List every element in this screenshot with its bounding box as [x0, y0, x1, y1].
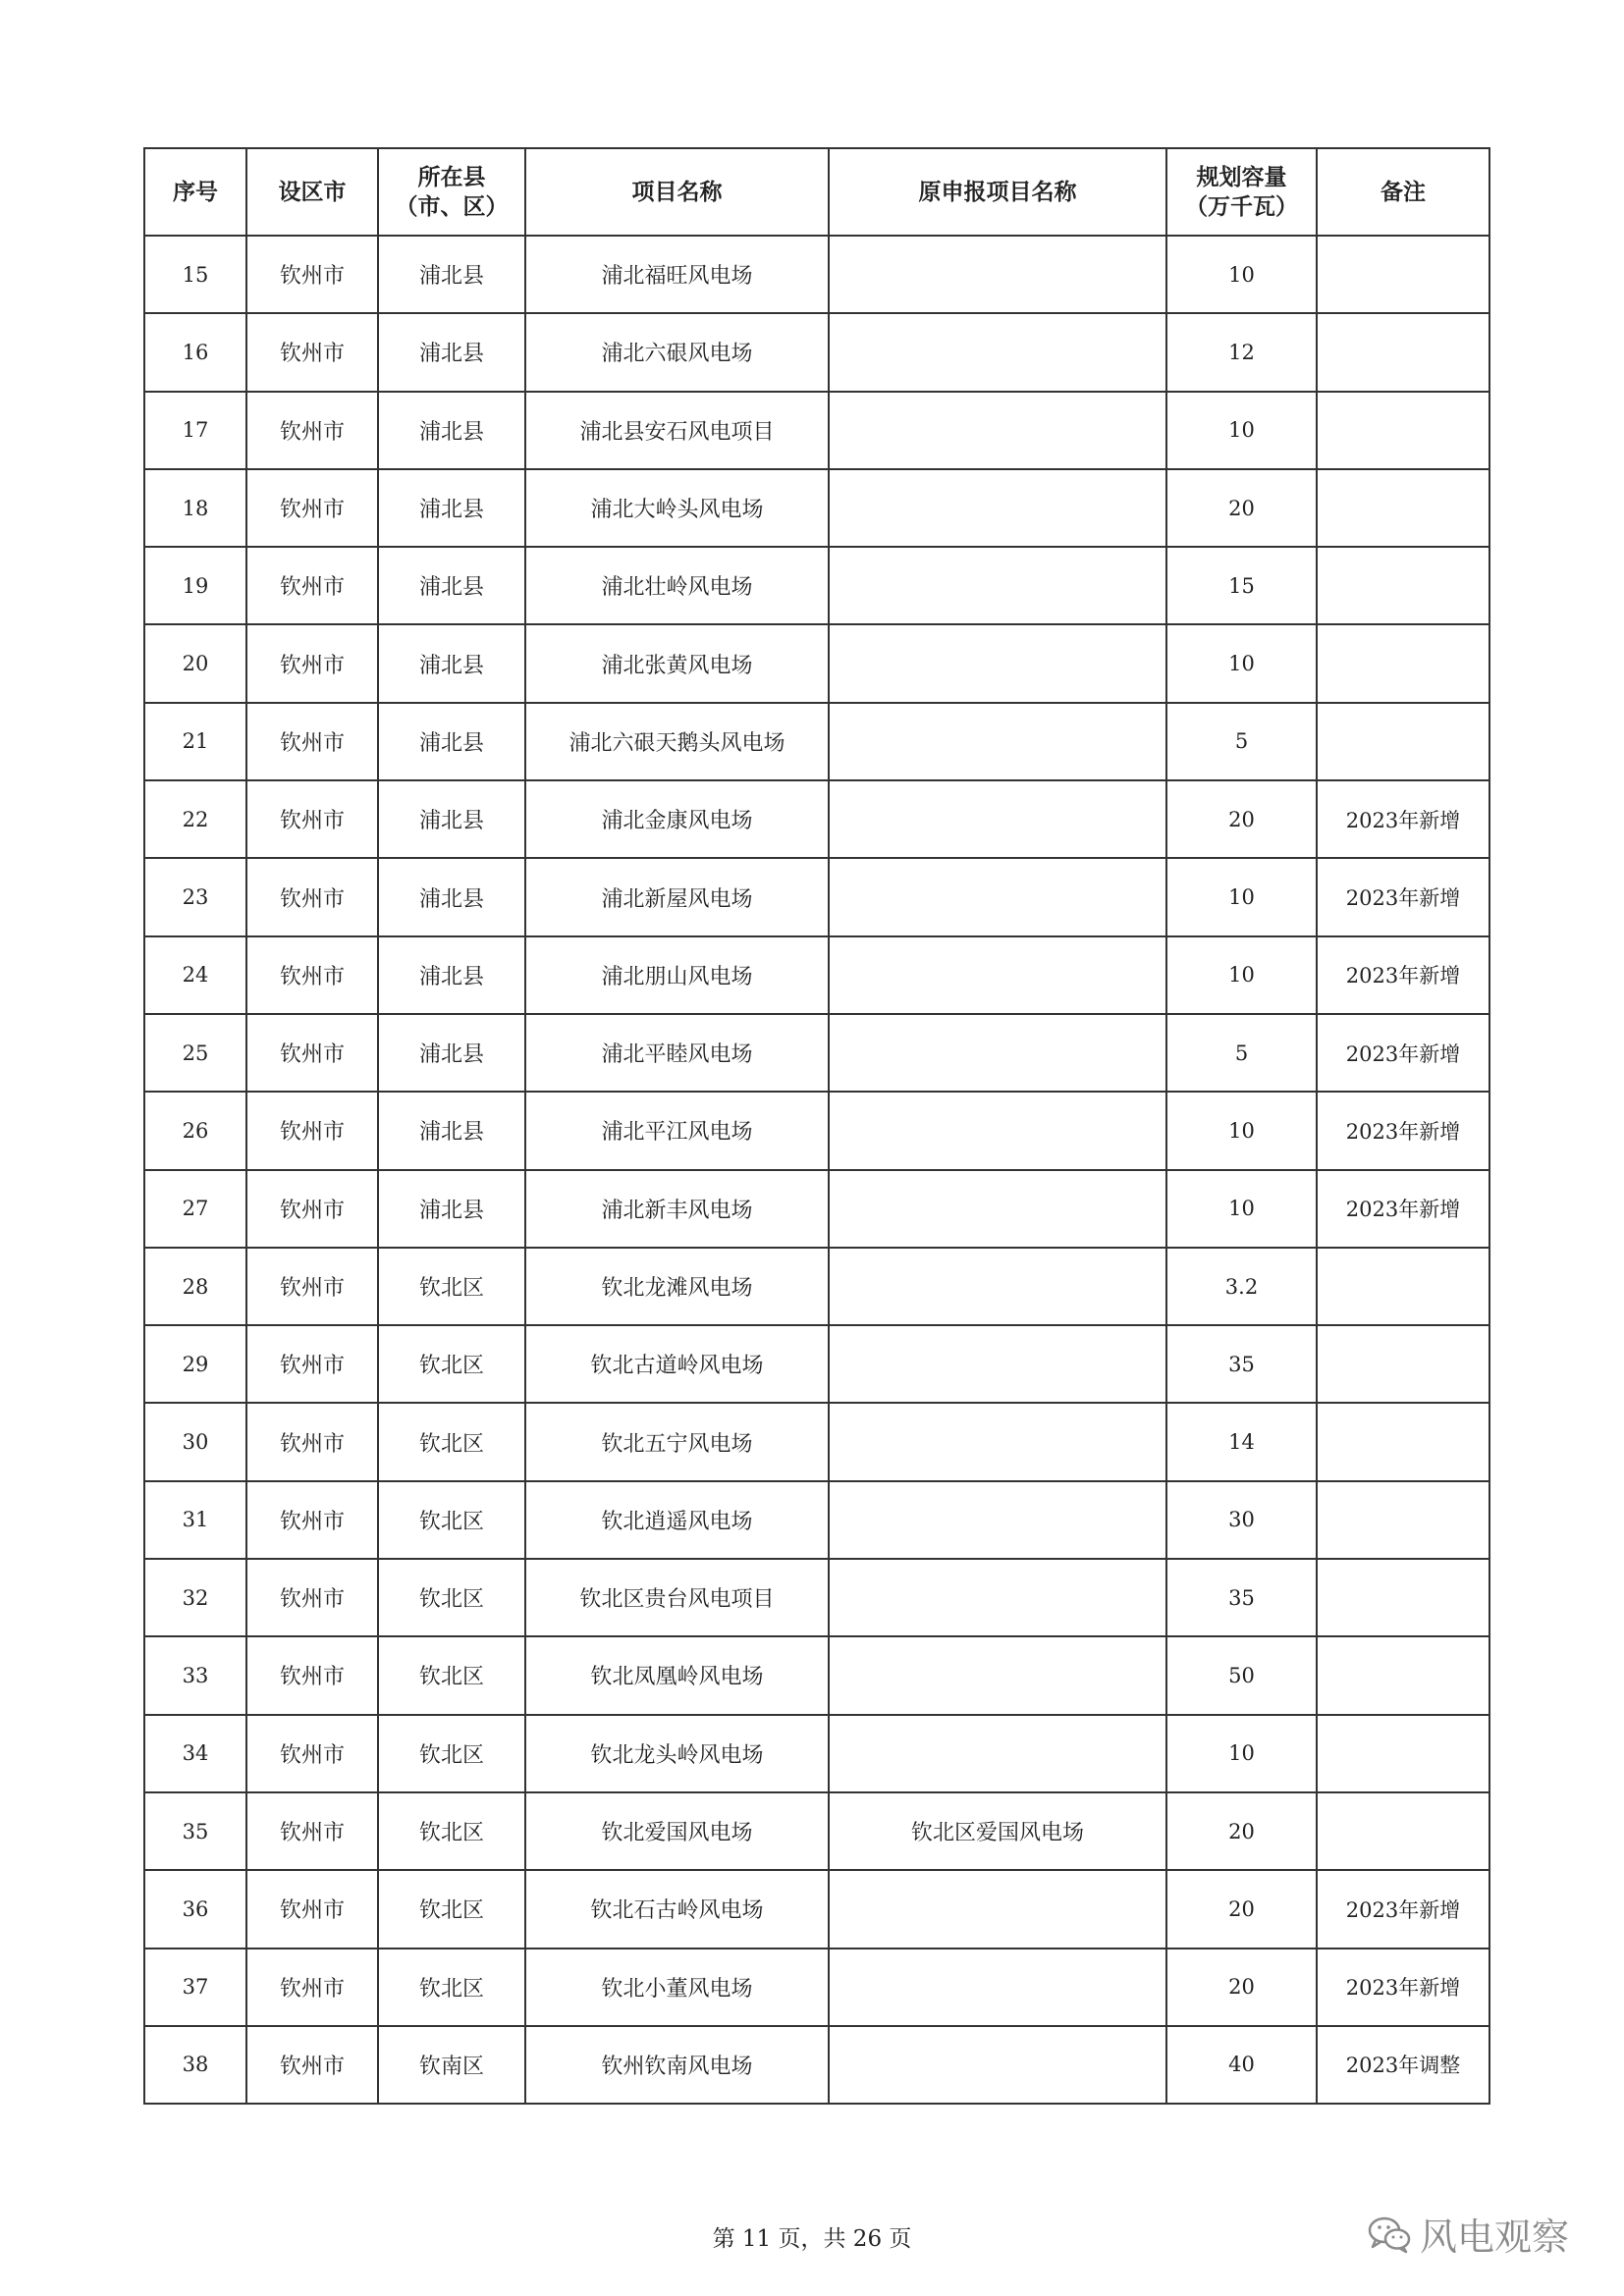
cell-note [1317, 469, 1489, 547]
cell-city: 钦州市 [246, 1092, 378, 1169]
table-row [144, 1636, 1489, 1714]
table-row [144, 547, 1489, 624]
cell-original-name [829, 1170, 1166, 1248]
cell-capacity: 10 [1166, 858, 1317, 935]
cell-note [1317, 1248, 1489, 1325]
cell-project: 钦北凤凰岭风电场 [525, 1636, 829, 1714]
header-project: 项目名称 [525, 148, 829, 236]
table-row [144, 1870, 1489, 1948]
cell-index: 26 [144, 1092, 246, 1169]
cell-capacity: 35 [1166, 1325, 1317, 1403]
cell-county: 钦北区 [378, 1792, 525, 1870]
cell-city: 钦州市 [246, 1870, 378, 1948]
page-footer: 第 11 页，共 26 页 [712, 2226, 912, 2252]
cell-city: 钦州市 [246, 1559, 378, 1636]
cell-note: 2023年新增 [1317, 1170, 1489, 1248]
cell-original-name [829, 313, 1166, 391]
cell-county: 浦北县 [378, 469, 525, 547]
header-capacity-line2: （万千瓦） [1185, 192, 1298, 220]
cell-note: 2023年新增 [1317, 1870, 1489, 1948]
cell-capacity: 50 [1166, 1636, 1317, 1714]
cell-original-name [829, 936, 1166, 1014]
cell-capacity: 20 [1166, 1792, 1317, 1870]
cell-project: 钦北龙滩风电场 [525, 1248, 829, 1325]
cell-original-name [829, 624, 1166, 702]
cell-note: 2023年新增 [1317, 780, 1489, 858]
cell-city: 钦州市 [246, 1481, 378, 1559]
cell-city: 钦州市 [246, 392, 378, 469]
header-county-line1: 所在县 [417, 163, 486, 190]
cell-original-name [829, 547, 1166, 624]
cell-index: 30 [144, 1403, 246, 1480]
cell-note: 2023年新增 [1317, 936, 1489, 1014]
cell-city: 钦州市 [246, 780, 378, 858]
cell-original-name [829, 1014, 1166, 1092]
cell-note [1317, 1792, 1489, 1870]
header-original-name: 原申报项目名称 [829, 148, 1166, 236]
table-row [144, 2026, 1489, 2104]
cell-county: 浦北县 [378, 780, 525, 858]
table-row [144, 1559, 1489, 1636]
cell-city: 钦州市 [246, 1014, 378, 1092]
cell-county: 浦北县 [378, 1014, 525, 1092]
cell-note: 2023年新增 [1317, 858, 1489, 935]
cell-capacity: 10 [1166, 1715, 1317, 1792]
table-row [144, 624, 1489, 702]
cell-index: 23 [144, 858, 246, 935]
table-row [144, 1014, 1489, 1092]
cell-original-name: 钦北区爱国风电场 [829, 1792, 1166, 1870]
cell-note: 2023年新增 [1317, 1014, 1489, 1092]
cell-note [1317, 547, 1489, 624]
cell-note [1317, 1325, 1489, 1403]
cell-county: 浦北县 [378, 1170, 525, 1248]
table-row [144, 1325, 1489, 1403]
cell-city: 钦州市 [246, 858, 378, 935]
cell-project: 浦北新屋风电场 [525, 858, 829, 935]
cell-capacity: 12 [1166, 313, 1317, 391]
header-note: 备注 [1317, 148, 1489, 236]
cell-note [1317, 703, 1489, 780]
cell-index: 22 [144, 780, 246, 858]
cell-index: 28 [144, 1248, 246, 1325]
cell-original-name [829, 858, 1166, 935]
cell-index: 17 [144, 392, 246, 469]
cell-city: 钦州市 [246, 313, 378, 391]
cell-note: 2023年新增 [1317, 1949, 1489, 2026]
cell-original-name [829, 1949, 1166, 2026]
table-row [144, 1092, 1489, 1169]
cell-note [1317, 1481, 1489, 1559]
cell-county: 钦北区 [378, 1636, 525, 1714]
cell-index: 31 [144, 1481, 246, 1559]
cell-note: 2023年调整 [1317, 2026, 1489, 2104]
cell-project: 钦北小董风电场 [525, 1949, 829, 2026]
table-row [144, 1715, 1489, 1792]
cell-note: 2023年新增 [1317, 1092, 1489, 1169]
cell-index: 24 [144, 936, 246, 1014]
cell-capacity: 20 [1166, 1870, 1317, 1948]
cell-city: 钦州市 [246, 1325, 378, 1403]
cell-original-name [829, 236, 1166, 313]
cell-city: 钦州市 [246, 1792, 378, 1870]
cell-index: 21 [144, 703, 246, 780]
cell-project: 钦北逍遥风电场 [525, 1481, 829, 1559]
cell-project: 钦北爱国风电场 [525, 1792, 829, 1870]
cell-project: 浦北张黄风电场 [525, 624, 829, 702]
cell-city: 钦州市 [246, 1403, 378, 1480]
cell-original-name [829, 780, 1166, 858]
cell-capacity: 35 [1166, 1559, 1317, 1636]
cell-capacity: 10 [1166, 1092, 1317, 1169]
project-table [143, 147, 1490, 2105]
cell-original-name [829, 392, 1166, 469]
cell-note [1317, 313, 1489, 391]
cell-capacity: 10 [1166, 936, 1317, 1014]
header-capacity-line1: 规划容量 [1196, 163, 1287, 190]
cell-index: 20 [144, 624, 246, 702]
cell-index: 32 [144, 1559, 246, 1636]
cell-project: 钦州钦南风电场 [525, 2026, 829, 2104]
cell-capacity: 5 [1166, 1014, 1317, 1092]
cell-capacity: 20 [1166, 469, 1317, 547]
cell-capacity: 3.2 [1166, 1248, 1317, 1325]
cell-project: 钦北古道岭风电场 [525, 1325, 829, 1403]
cell-county: 浦北县 [378, 392, 525, 469]
cell-project: 浦北金康风电场 [525, 780, 829, 858]
table-row [144, 469, 1489, 547]
cell-project: 浦北平江风电场 [525, 1092, 829, 1169]
cell-capacity: 30 [1166, 1481, 1317, 1559]
cell-county: 浦北县 [378, 624, 525, 702]
cell-project: 钦北石古岭风电场 [525, 1870, 829, 1948]
cell-city: 钦州市 [246, 1636, 378, 1714]
cell-project: 钦北五宁风电场 [525, 1403, 829, 1480]
cell-original-name [829, 1559, 1166, 1636]
header-index: 序号 [144, 148, 246, 236]
cell-city: 钦州市 [246, 1170, 378, 1248]
cell-original-name [829, 1092, 1166, 1169]
cell-county: 浦北县 [378, 313, 525, 391]
cell-project: 浦北朋山风电场 [525, 936, 829, 1014]
cell-county: 钦北区 [378, 1403, 525, 1480]
cell-capacity: 10 [1166, 392, 1317, 469]
cell-note [1317, 392, 1489, 469]
cell-original-name [829, 703, 1166, 780]
cell-note [1317, 1636, 1489, 1714]
cell-county: 钦北区 [378, 1949, 525, 2026]
table-row [144, 936, 1489, 1014]
cell-project: 钦北龙头岭风电场 [525, 1715, 829, 1792]
cell-capacity: 10 [1166, 624, 1317, 702]
cell-index: 29 [144, 1325, 246, 1403]
cell-county: 浦北县 [378, 1092, 525, 1169]
cell-original-name [829, 469, 1166, 547]
cell-county: 钦北区 [378, 1870, 525, 1948]
cell-county: 钦北区 [378, 1481, 525, 1559]
table-row [144, 703, 1489, 780]
cell-project: 浦北六硍风电场 [525, 313, 829, 391]
header-county [378, 148, 525, 236]
cell-county: 钦南区 [378, 2026, 525, 2104]
watermark-text: 风电观察 [1420, 2216, 1570, 2259]
cell-original-name [829, 1325, 1166, 1403]
cell-index: 36 [144, 1870, 246, 1948]
cell-original-name [829, 1870, 1166, 1948]
cell-county: 浦北县 [378, 547, 525, 624]
cell-index: 15 [144, 236, 246, 313]
cell-capacity: 15 [1166, 547, 1317, 624]
cell-original-name [829, 1481, 1166, 1559]
cell-index: 37 [144, 1949, 246, 2026]
cell-original-name [829, 1715, 1166, 1792]
cell-note [1317, 624, 1489, 702]
table-row [144, 1403, 1489, 1480]
cell-capacity: 40 [1166, 2026, 1317, 2104]
cell-index: 19 [144, 547, 246, 624]
header-city: 设区市 [246, 148, 378, 236]
cell-city: 钦州市 [246, 936, 378, 1014]
table-row [144, 1481, 1489, 1559]
cell-capacity: 10 [1166, 1170, 1317, 1248]
cell-county: 浦北县 [378, 236, 525, 313]
cell-capacity: 20 [1166, 780, 1317, 858]
cell-note [1317, 1403, 1489, 1480]
table-row [144, 1170, 1489, 1248]
cell-project: 浦北新丰风电场 [525, 1170, 829, 1248]
cell-county: 浦北县 [378, 936, 525, 1014]
cell-project: 浦北福旺风电场 [525, 236, 829, 313]
cell-county: 钦北区 [378, 1325, 525, 1403]
watermark [1367, 2207, 1569, 2261]
cell-original-name [829, 2026, 1166, 2104]
cell-city: 钦州市 [246, 1715, 378, 1792]
cell-county: 浦北县 [378, 703, 525, 780]
cell-index: 38 [144, 2026, 246, 2104]
cell-index: 18 [144, 469, 246, 547]
table-row [144, 392, 1489, 469]
cell-city: 钦州市 [246, 1949, 378, 2026]
cell-original-name [829, 1636, 1166, 1714]
cell-city: 钦州市 [246, 2026, 378, 2104]
cell-city: 钦州市 [246, 547, 378, 624]
cell-index: 34 [144, 1715, 246, 1792]
cell-index: 16 [144, 313, 246, 391]
table-row [144, 780, 1489, 858]
cell-capacity: 20 [1166, 1949, 1317, 2026]
cell-capacity: 14 [1166, 1403, 1317, 1480]
cell-city: 钦州市 [246, 624, 378, 702]
table-row [144, 1949, 1489, 2026]
cell-capacity: 10 [1166, 236, 1317, 313]
cell-index: 25 [144, 1014, 246, 1092]
table-row [144, 858, 1489, 935]
cell-index: 33 [144, 1636, 246, 1714]
table-row [144, 313, 1489, 391]
table-row [144, 1792, 1489, 1870]
table-header [144, 148, 1489, 236]
cell-project: 钦北区贵台风电项目 [525, 1559, 829, 1636]
cell-project: 浦北大岭头风电场 [525, 469, 829, 547]
header-capacity [1166, 148, 1317, 236]
cell-index: 27 [144, 1170, 246, 1248]
cell-county: 浦北县 [378, 858, 525, 935]
header-county-line2: （市、区） [395, 192, 509, 220]
cell-project: 浦北六硍天鹅头风电场 [525, 703, 829, 780]
table-row [144, 1248, 1489, 1325]
cell-original-name [829, 1403, 1166, 1480]
cell-project: 浦北县安石风电项目 [525, 392, 829, 469]
cell-county: 钦北区 [378, 1248, 525, 1325]
cell-note [1317, 1559, 1489, 1636]
cell-city: 钦州市 [246, 703, 378, 780]
cell-city: 钦州市 [246, 1248, 378, 1325]
cell-county: 钦北区 [378, 1715, 525, 1792]
cell-city: 钦州市 [246, 236, 378, 313]
table-row [144, 236, 1489, 313]
cell-county: 钦北区 [378, 1559, 525, 1636]
cell-city: 钦州市 [246, 469, 378, 547]
table-body [144, 236, 1489, 2104]
cell-project: 浦北壮岭风电场 [525, 547, 829, 624]
cell-capacity: 5 [1166, 703, 1317, 780]
cell-original-name [829, 1248, 1166, 1325]
cell-note [1317, 1715, 1489, 1792]
wechat-icon [1367, 2215, 1412, 2254]
cell-project: 浦北平睦风电场 [525, 1014, 829, 1092]
cell-index: 35 [144, 1792, 246, 1870]
header-row [144, 148, 1489, 236]
cell-note [1317, 236, 1489, 313]
